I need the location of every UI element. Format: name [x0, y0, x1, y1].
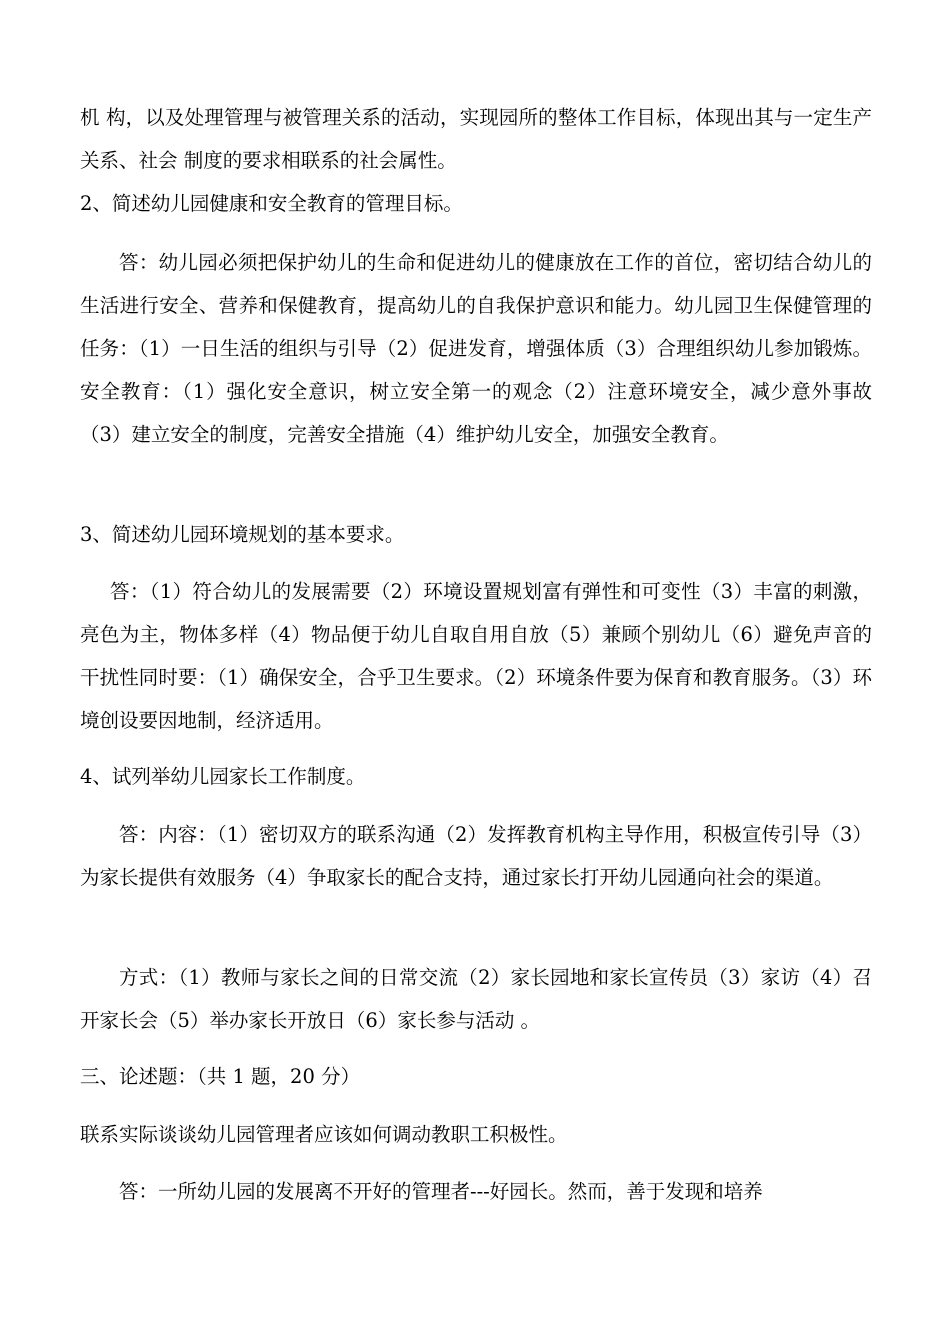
question-5: 联系实际谈谈幼儿园管理者应该如何调动教职工积极性。	[80, 1123, 568, 1146]
answer-4-content: 答：内容：（1）密切双方的联系沟通（2）发挥教育机构主导作用，积极宣传引导（3）为家长提供有效服务（4）争取家长的配合支持，通过家长打开幼儿园通向社会的渠道。	[80, 823, 872, 889]
answer-2: 答：幼儿园必须把保护幼儿的生命和促进幼儿的健康放在工作的首位，密切结合幼儿的生活进行安全、营养和保健教育，提高幼儿的自我保护意识和能力。幼儿园卫生保健管理的任务：（1）一日生活的组织与引导（2）促进发育，增强体质（3）合理组织幼儿参加锻炼。安全教育：（1）强化安全意识，树立安全第一的观念（2）注意环境安全，减少意外事故（3）建立安全的制度，完善安全措施（4）维护幼儿安全，加强安全教育。	[80, 251, 872, 446]
question-4: 4、试列举幼儿园家长工作制度。	[80, 765, 366, 788]
question-2: 2、简述幼儿园健康和安全教育的管理目标。	[80, 192, 463, 215]
continuation-paragraph: 机 构，以及处理管理与被管理关系的活动，实现园所的整体工作目标，体现出其与一定生产关系、社会 制度的要求相联系的社会属性。	[80, 106, 872, 172]
answer-4-methods: 方式：（1）教师与家长之间的日常交流（2）家长园地和家长宣传员（3）家访（4）召开家长会（5）举办家长开放日（6）家长参与活动 。	[80, 966, 872, 1032]
answer-5: 答：一所幼儿园的发展离不开好的管理者---好园长。然而，善于发现和培养	[119, 1180, 763, 1203]
section-3-heading: 三、论述题：（共 1 题，20 分）	[80, 1065, 361, 1088]
answer-3: 答：（1）符合幼儿的发展需要（2）环境设置规划富有弹性和可变性（3）丰富的刺激，亮色为主，物体多样（4）物品便于幼儿自取自用自放（5）兼顾个别幼儿（6）避免声音的干扰性同时要：（1）确保安全，合乎卫生要求。（2）环境条件要为保育和教育服务。（3）环境创设要因地制，经济适用。	[80, 580, 872, 732]
question-3: 3、简述幼儿园环境规划的基本要求。	[80, 523, 405, 546]
